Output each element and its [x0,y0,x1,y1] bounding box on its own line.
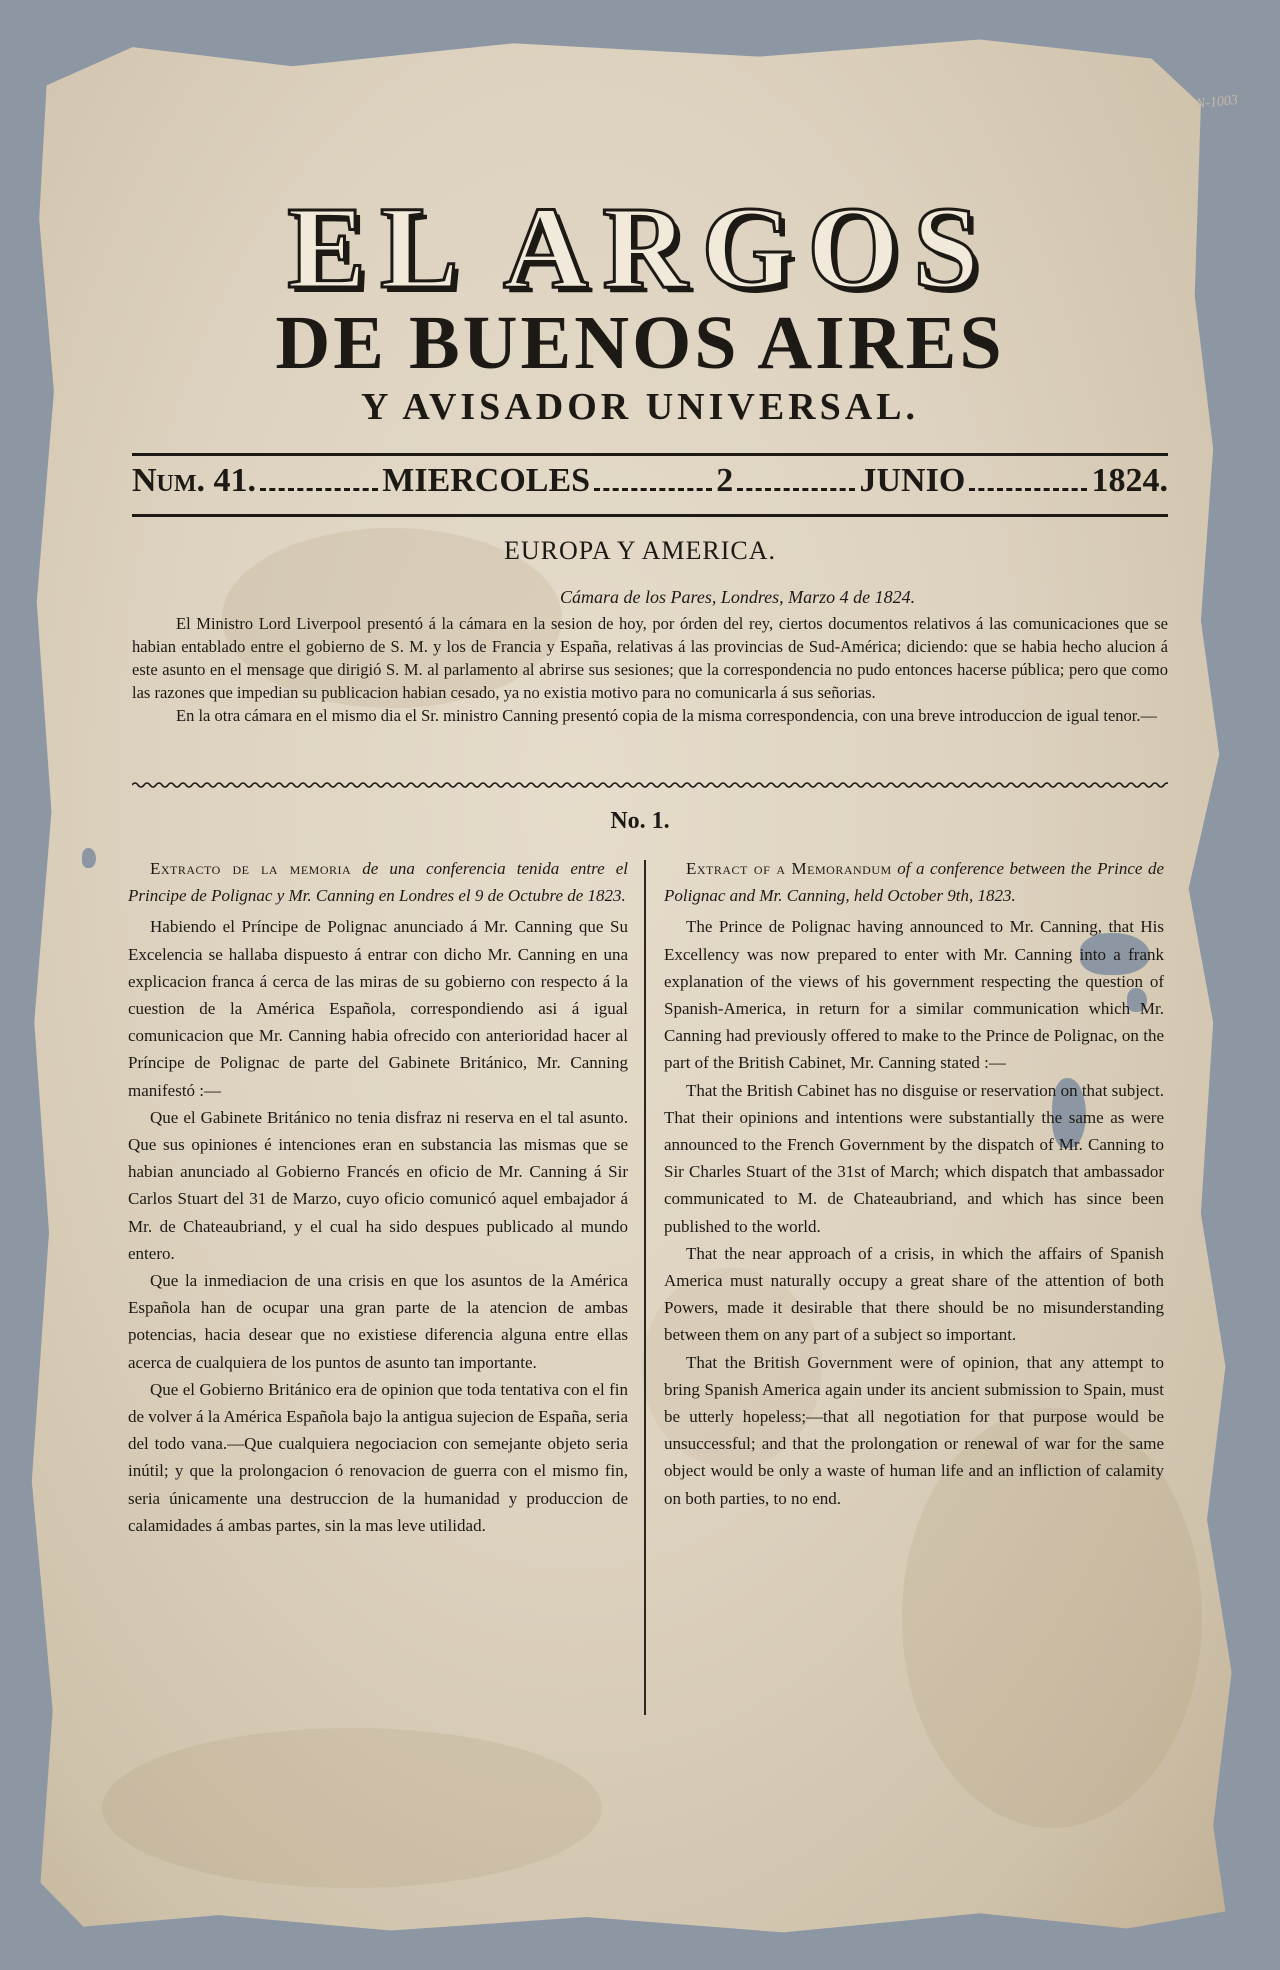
spanish-paragraph: Que el Gobierno Británico era de opinion que toda tentativa con el fin de volver á la América Española bajo la antigua sujecion de España, seria del todo vana.—Que cualquiera negociacion con semejante objeto seria inútil; y que la prolongacion ó renovacion de guerra con el mismo fin, seria únicamente una destruccion de la humanidad y produccion de calamidades á ambas partes, sin la mas leve utilidad. [128,1379,628,1535]
intro-text [132,612,1168,727]
english-paragraph: That the near approach of a crisis, in which the affairs of Spanish America must naturally occupy a great share of the attention of both Powers, made it desirable that there should be no misunderstanding between them on any part of a subject so important. [664,1243,1164,1345]
spanish-paragraph: Habiendo el Príncipe de Polignac anunciado á Mr. Canning que Su Excelencia se hallaba dispuesto á entrar con dicho Mr. Canning en una explicacion franca á cerca de las miras de su gobierno con respecto á la cuestion de la América Española, correspondiendo asi á igual comunicacion que Mr. Canning habia ofrecido con anterioridad hacer al Príncipe de Polignac de parte del Gabinete Británico, Mr. Canning manifestó :— [128,917,628,1100]
english-paragraph: That the British Cabinet has no disguise or reservation on that subject. That their opinions and intentions were substantially the same as were announced to the French Government by the dispatch of Mr. Canning to Sir Charles Stuart of the 31st of March; which dispatch that ambassador communicated to M. de Chateaubriand, and which has since been published to the world. [664,1080,1164,1236]
year: 1824. [1091,462,1168,499]
masthead-title: EL ARGOS [287,182,993,313]
issue-number: Num. 41. [132,462,257,499]
section-title: EUROPA Y AMERICA. [504,536,776,565]
english-paragraph: That the British Government were of opinion, that any attempt to bring Spanish America again under its ancient submission to Spain, must be utterly hopeless;—that all negotiation for that purpose would be unsuccessful; and that the prolongation or renewal of war for the same object would be only a waste of human life and an infliction of calamity on both parties, to no end. [664,1352,1164,1508]
intro-paragraph: El Ministro Lord Liverpool presentó á la cámara en la sesion de hoy, por órden del rey, ciertos documentos relativos á las comunicaciones que se habian entablado entre el gobierno de S. M. y los de Francia y España, relativas á las provincias de Sud-América; diciendo: que se habia hecho alucion á este asunto en el mensage que dirigió S. M. al parlamento al abrirse sus sesiones; que la correspondencia no pudo entonces hacerse pública; pero que como las razones que impedian su publicacion habian cesado, ya no existia motivo para no comunicarla á sus señorias. [132,614,1168,702]
number-heading: No. 1. [610,808,670,834]
day-number: 2 [716,462,734,499]
top-rule [132,453,1168,456]
spanish-paragraph: Que el Gabinete Británico no tenia disfraz ni reserva en el tal asunto. Que sus opiniones é intenciones eran en substancia las mismas que se habian anunciado al Gobierno Francés en oficio de Mr. Canning á Sir Carlos Stuart del 31 de Marzo, cuyo oficio comunicó aquel embajador á Mr. de Chateaubriand, y el cual ha sido despues publicado al mundo entero. [128,1107,628,1263]
weekday: MIERCOLES [382,462,591,499]
wavy-divider [132,780,1168,790]
column-divider [644,860,646,1715]
spanish-paragraph: Que la inmediacion de una crisis en que los asuntos de la América Española han de ocupar una gran parte de la atencion de ambas potencias, hacia desear que no existiese diferencia alguna entre ellas acerca de cualquiera de los puntos de asunto tan importante. [128,1271,628,1372]
bottom-rule [132,514,1168,517]
masthead-subtitle: DE BUENOS AIRES [275,301,1005,385]
archive-note: N-1003 [1195,92,1239,113]
spanish-heading: Extracto de la memoria de una conferencia tenida entre el Principe de Polignac y Mr. Canning en Londres el 9 de Octubre de 1823. [128,859,629,906]
dispatch-line: Cámara de los Pares, Londres, Marzo 4 de 1824. [560,587,916,607]
english-heading: Extract of a Memorandum of a conference between the Prince de Polignac and Mr. Canning, held October 9th, 1823. [664,859,1165,906]
english-paragraph: The Prince de Polignac having announced to Mr. Canning, that His Excellency was now prepared to enter with Mr. Canning into a frank explanation of the views of his government respecting the question of Spanish-America, in return for a similar communication which Mr. Canning had previously offered to make to the Prince de Polignac, on the part of the British Cabinet, Mr. Canning stated :— [664,917,1164,1073]
spanish-column [128,855,628,1539]
month: JUNIO [859,462,966,499]
english-column [664,855,1164,1512]
intro-paragraph: En la otra cámara en el mismo dia el Sr. ministro Canning presentó copia de la misma correspondencia, con una breve introduccion de igual tenor.— [176,706,1157,725]
dateline [132,462,1168,504]
masthead-tagline: Y AVISADOR UNIVERSAL. [360,386,920,428]
